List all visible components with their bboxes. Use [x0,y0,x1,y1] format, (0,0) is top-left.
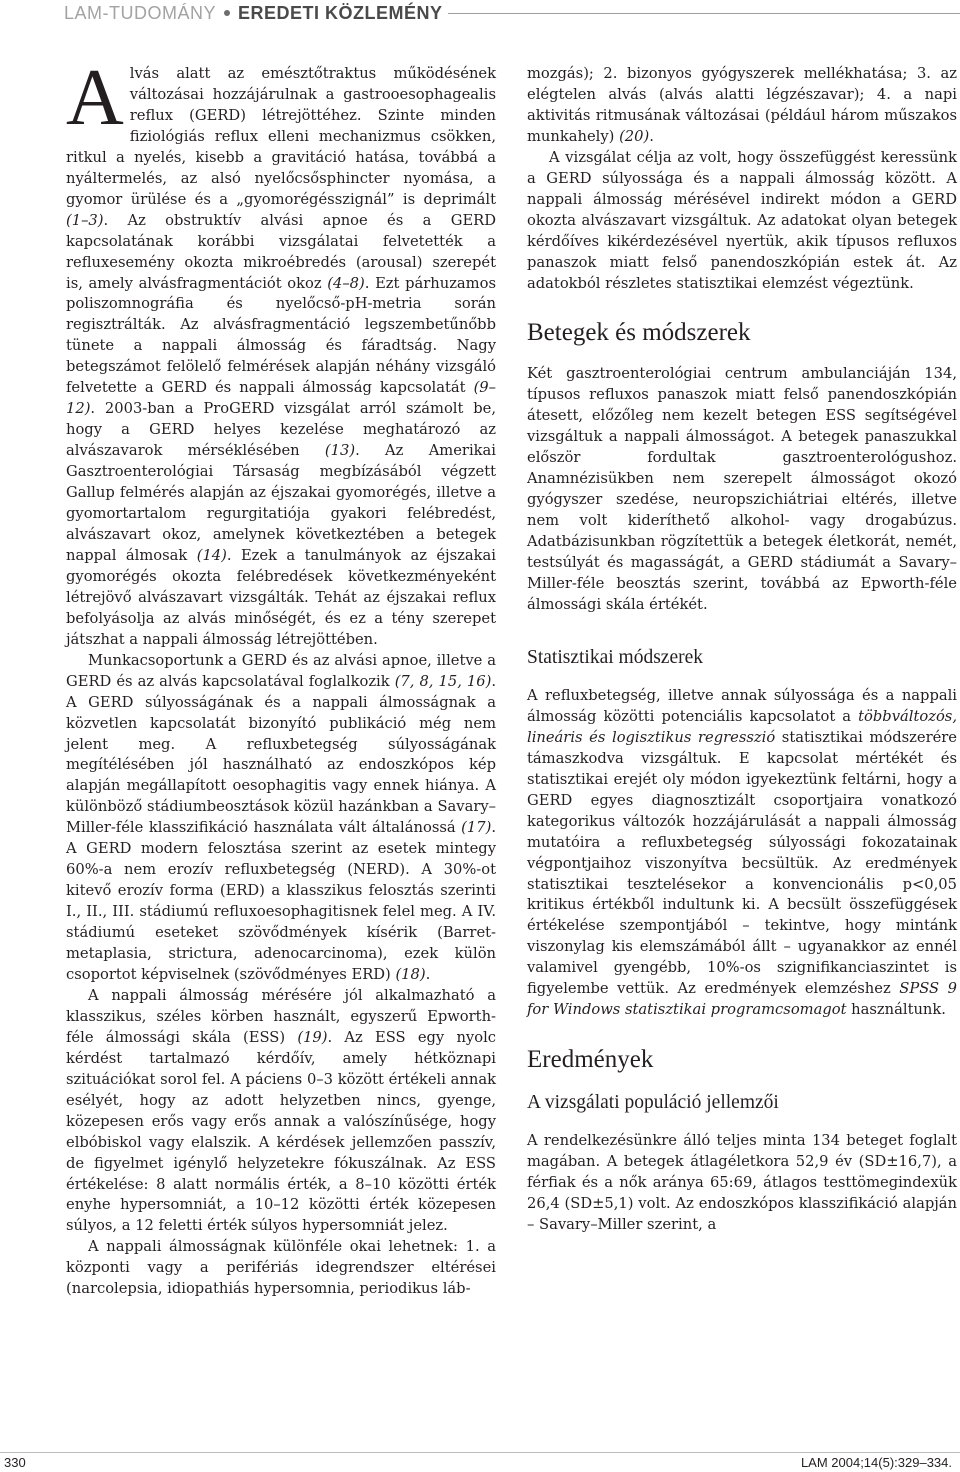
text-run: . Ezt párhuzamos poliszomnográfia és nyelőcső-pH-metria során regisztrálták. Az alvásfragmentáció legszembetűnőbb tünete a nappali álmosság és fáradtság. Nagy betegszámot felölelő felmérések alapján néhány vizsgáló felvetette a GERD és nappali álmosság kapcsolatát [66,274,496,397]
citation-ref: (4–8) [327,274,365,292]
drop-cap: A [66,54,124,142]
header-rule [448,13,960,14]
citation-ref: (19) [297,1028,328,1046]
subsection-heading-population: A vizsgálati populáció jellemzői [527,1092,779,1114]
text-run: . A GERD modern felosztása szerint az esetek mintegy 60%-a nem erozív refluxbetegség (NERD). A 30%-ot kitevő erozív forma (ERD) a klasszikus felosztás szerinti I., II., III. stádiumú refluxoesophagitisnek felel meg. A IV. stádiumú eseteket szövődmények kísérik (Barret-metaplasia, strictura, adenocarcinoma), ezek külön csoportot képviselnek (szövődményes ERD) [66,819,496,983]
italic-term: SPSS 9 for Windows statisztikai programcsomagot [527,980,957,1019]
citation-ref: (9–12) [66,379,496,418]
text-run: . Ezek a tanulmányok az éjszakai gyomorégés okozta felébredések következményeként létrejövő alvászavart vizsgálták. Tehát az éjszakai reflux befolyásolja az alvás minőségét, és ez a tény szerepet játszhat a nappali álmosság létrejöttében. [66,546,496,648]
text-run: . 2003-ban a ProGERD vizsgálat arról számolt be, hogy a GERD helyes kezelése meghatározó az alvászavarok mérséklésében [66,400,496,460]
header-bullet [224,10,230,16]
text-run: használtunk. [846,1001,946,1019]
subsection-heading-statistics: Statisztikai módszerek [527,646,703,668]
running-header [64,0,443,26]
section-heading-methods: Betegek és módszerek [527,319,751,347]
section-name: EREDETI KÖZLEMÉNY [238,2,443,23]
text-run: . [425,965,431,983]
citation-ref: (13) [324,442,356,460]
citation-ref: (18) [395,965,426,983]
section-heading-results: Eredmények [527,1046,654,1074]
italic-term: többváltozós, lineáris és logisztikus regresszió [527,707,957,746]
paragraph: A vizsgálat célja az volt, hogy összefüggést keressünk a GERD súlyossága és a nappali álmosság között. A nappali álmosság mérésével indirekt módon a GERD okozta alvászavart vizsgáltuk. Az adatokat olyan betegek kérdőíves kikérdezésével nyertük, akik típusos refluxos panaszok miatt felső panendoszkópián estek át. Az adatokból részletes statisztikai elemzést végeztünk. [527,148,957,292]
text-run: . A GERD súlyosságának és a nappali álmosságnak a közvetlen kapcsolatát bizonyító publikáció még nem jelent meg. A refluxbetegség súlyosságának megítélésében jól használható az endoszkópos kép alapján megállapított oesophagitis vagy ennek hiánya. A különböző stádiumbeosztások közül hazánkban a Savary–Miller-féle klasszifikáció használata vált általánossá [66,672,496,837]
journal-citation: LAM 2004;14(5):329–334. [800,1455,952,1470]
page-number: 330 [4,1455,26,1470]
journal-name: LAM-TUDOMÁNY [64,2,217,23]
left-column [66,54,497,1300]
paragraph [66,986,496,1237]
citation-ref: (7, 8, 15, 16) [394,672,492,690]
paragraph [66,651,496,986]
page-footer [0,1452,960,1472]
text-run: mozgás); 2. bizonyos gyógyszerek mellékhatása; 3. az elégtelen alvás (alvás alatti légzészavar); 4. a napi aktivitás ritmusának változásai (például három műszakos munkahely) [527,65,957,145]
text-run: . Az obstruktív alvási apnoe és a GERD kapcsolatának korábbi vizsgálatai felvetették a refluxesemény okozta mikroébredés (arousal) szerepét is, amely alvásfragmentációt okoz [66,211,496,292]
citation-ref: (17) [461,819,492,837]
text-run: Munkacsoportunk a GERD és az alvási apnoe, illetve a GERD és az alvás kapcsolatával foglalkozik [66,651,496,690]
text-run: A nappali álmosság mérésére jól alkalmazható a klasszikus, széles körben használt, egyszerű Epworth-féle álmossági skála (ESS) [66,986,496,1046]
paragraph [527,64,957,148]
citation-ref: (1–3) [66,211,104,229]
citation-ref: (14) [196,546,227,564]
intro-paragraph [66,54,497,651]
right-column [527,64,957,1236]
footer-rule [0,1452,960,1453]
paragraph [527,686,957,1021]
text-run: . Az Amerikai Gasztroenterológiai Társaság megbízásából végzett Gallup felmérés alapján az éjszakai gyomorégés, illetve a gyomortartalom regurgitatiója gyakori felébredést, alvászavart okoz, amelynek következtében a betegek nappal álmosak [66,442,497,564]
text-run: A refluxbetegség, illetve annak súlyossága és a nappali álmosság közötti potenciális kapcsolatot a [527,686,957,725]
paragraph: Két gasztroenterológiai centrum ambulanciáján 134, típusos refluxos panaszok miatt felső panendoszkópián átesett, előzőleg nem kezelt betegen ESS segítségével vizsgáltuk a nappali álmosságot. A betegek panaszukkal először fordultak gasztroenterológushoz. Anamnézisükben nem szerepelt álmosságot okozó gyógyszer szedése, neuropszichiátriai eltérés, illetve nem volt kideríthető alkohol- vagy drogabúzus. Adatbázisunkban rögzítettük a betegek életkorát, nemét, testsúlyát és magasságát, a GERD stádiumát a Savary–Miller-féle beosztás szerint, továbbá az Epworth-féle álmossági skála értékét. [527,365,957,613]
paragraph: A rendelkezésünkre álló teljes minta 134 beteget foglalt magában. A betegek átlagéletkora 52,9 év (SD±16,7), a férfiak és a nők aránya 65:69, átlagos testtömegindexük 26,4 (SD±5,1) volt. Az endoszkópos klasszifikáció alapján – Savary–Miller szerint, a [527,1132,957,1233]
text-run: lvás alatt az emésztőtraktus működésének változásai hozzájárulnak a gastrooesophagealis reflux (GERD) létrejöttéhez. Szinte minden fiziológiás reflux elleni mechanizmus csökken, ritkul a nyelés, kisebb a gravitáció hatása, továbbá a nyáltermelés, az alsó nyelőcsősphincter nyomása, a gyomor ürülése és a „gyomorégésszignál” is deprimált [66,65,496,208]
text-run: statisztikai módszerére támaszkodva vizsgáltuk. E kapcsolat mértékét és statisztikai erejét oly módon igyekeztünk feltárni, hogy a GERD egyes diagnosztizált csoportjaira vonatkozó kategorikus változók hozzájárulását a nappali álmosság mutatóira a refluxbetegség súlyossági fokozatainak végpontjaihoz viszonyítva becsültük. Az eredmények statisztikai tesztelésekor a konvencionális p<0,05 kritikus értékből indultunk ki. A becsült összefüggések értékelése szempontjából – tekintve, hogy mintánk viszonylag kis elemszámából állt – ugyanakkor az ennél valamivel gyengébb, 10%-os szignifikanciaszintet is figyelembe vettük. Az eredmények elemzéshez [527,728,958,998]
text-run: . Az ESS egy nyolc kérdést tartalmazó kérdőív, amely hétköznapi szituációkat sorol fel. A páciens 0–3 között értékeli annak esélyét, hogy az adott helyzetben nincs, gyenge, közepesen erős vagy erős annak a valószínűsége, hogy elbóbiskol vagy elalszik. A kérdések jellemzően passzív, de figyelmet igénylő helyzetekre fókuszálnak. Az ESS értékelése: 8 alatt normális érték, a 8–10 közötti érték enyhe hypersomniát, a 10–12 közötti érték közepesen súlyos, a 12 feletti érték súlyos hypersomniát jelez. [66,1028,496,1235]
paragraph: A nappali álmosságnak különféle okai lehetnek: 1. a központi vagy a perifériás idegrendszer eltérései (narcolepsia, idiopathiás hypersomnia, periodikus láb- [66,1238,496,1298]
text-run: . [649,127,654,145]
citation-ref: (20) [619,127,650,145]
